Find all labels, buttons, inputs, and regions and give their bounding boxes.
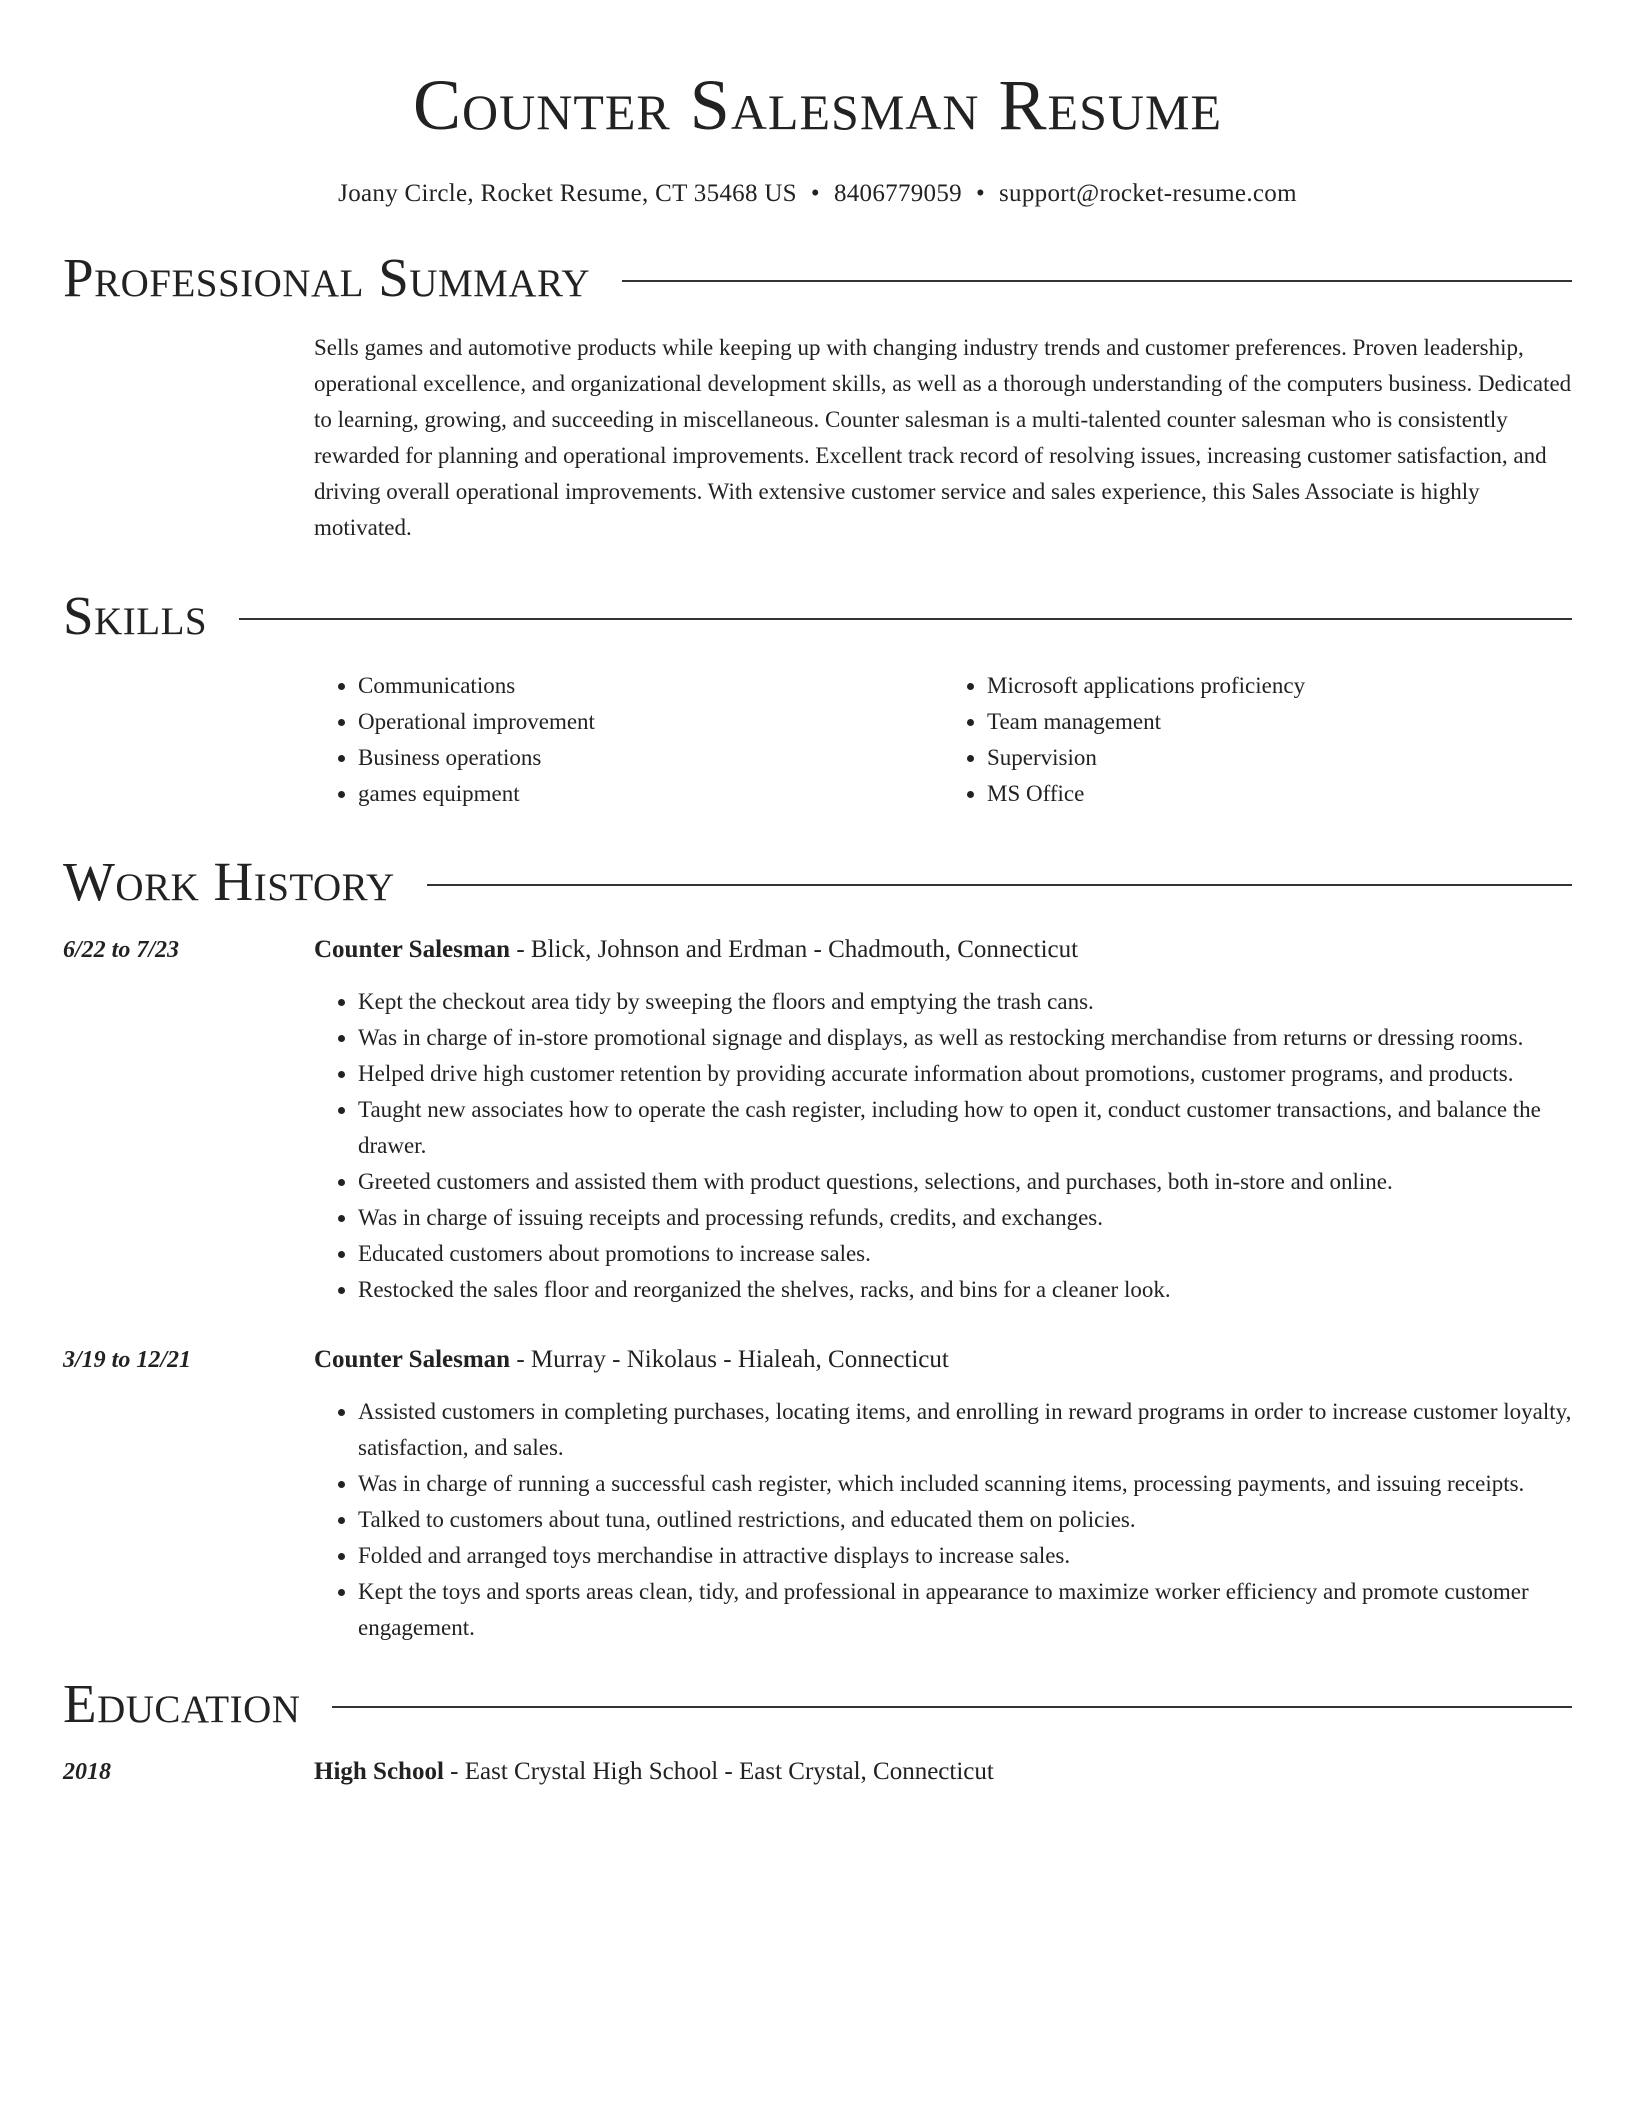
job-dates: 3/19 to 12/21	[63, 1347, 192, 1373]
skills-heading: Skills	[63, 585, 208, 646]
job-entry	[63, 932, 1572, 1308]
skill-item: • Microsoft applications proficiency	[987, 668, 1572, 704]
job-header	[314, 1342, 1572, 1378]
skills-list	[314, 668, 1572, 812]
skill-item: • Operational improvement	[358, 704, 943, 740]
job-bullet: • Kept the toys and sports areas clean, tidy, and professional in appearance to maximize worker efficiency and promote customer engagement.	[358, 1574, 1572, 1646]
skills-section-header	[63, 586, 1572, 646]
job-bullets	[314, 1394, 1572, 1646]
job-bullets	[314, 984, 1572, 1308]
skill-item: • games equipment	[358, 776, 943, 812]
education-section-header	[63, 1674, 1572, 1734]
job-bullet: • Was in charge of running a successful cash register, which included scanning items, processing payments, and issuing receipts.	[358, 1466, 1572, 1502]
job-content	[314, 932, 1572, 1308]
job-bullet: • Talked to customers about tuna, outlined restrictions, and educated them on policies.	[358, 1502, 1572, 1538]
education-details: - East Crystal High School - East Crystal, Connecticut	[443, 1758, 994, 1785]
job-title: Counter Salesman	[314, 936, 511, 963]
job-title: Counter Salesman	[314, 1346, 511, 1373]
contact-email: support@rocket-resume.com	[999, 180, 1297, 207]
job-dates: 6/22 to 7/23	[63, 937, 180, 963]
skills-column-left	[314, 668, 943, 812]
skill-item: • Team management	[987, 704, 1572, 740]
summary-heading: Professional Summary	[63, 247, 591, 308]
job-bullet: • Was in charge of issuing receipts and processing refunds, credits, and exchanges.	[358, 1200, 1572, 1236]
skill-item: • MS Office	[987, 776, 1572, 812]
summary-section-header	[63, 248, 1572, 308]
job-details: - Murray - Nikolaus - Hialeah, Connecticut	[510, 1346, 949, 1373]
skill-item: • Communications	[358, 668, 943, 704]
section-divider	[622, 280, 1572, 282]
job-content	[314, 1342, 1572, 1646]
skill-item: • Supervision	[987, 740, 1572, 776]
education-entry	[63, 1754, 1572, 1790]
section-divider	[239, 618, 1572, 620]
education-header	[314, 1754, 1572, 1790]
work-heading: Work History	[63, 851, 395, 912]
job-bullet: • Restocked the sales floor and reorganized the shelves, racks, and bins for a cleaner look.	[358, 1272, 1572, 1308]
job-bullet: • Kept the checkout area tidy by sweeping the floors and emptying the trash cans.	[358, 984, 1572, 1020]
education-content	[314, 1754, 1572, 1790]
section-divider	[427, 884, 1572, 886]
job-bullet: • Helped drive high customer retention by providing accurate information about promotions, customer programs, and products.	[358, 1056, 1572, 1092]
education-degree: High School	[314, 1758, 444, 1785]
job-header	[314, 932, 1572, 968]
job-bullet: • Taught new associates how to operate the cash register, including how to open it, conduct customer transactions, and balance the drawer.	[358, 1092, 1572, 1164]
job-entry	[63, 1342, 1572, 1646]
skill-item: • Business operations	[358, 740, 943, 776]
contact-address: Joany Circle, Rocket Resume, CT 35468 US	[338, 180, 797, 207]
contact-line	[63, 180, 1572, 208]
summary-text: Sells games and automotive products while keeping up with changing industry trends and customer preferences. Proven leadership, operational excellence, and organizational development skills, as well as a thorough understanding of the computers business. Dedicated to learning, growing, and succeeding in miscellaneous. Counter salesman is a multi-talented counter salesman who is consistently rewarded for planning and operational improvements. Excellent track record of resolving issues, increasing customer satisfaction, and driving overall operational improvements. With extensive customer service and sales experience, this Sales Associate is highly motivated.	[314, 335, 1572, 540]
job-bullet: • Educated customers about promotions to increase sales.	[358, 1236, 1572, 1272]
job-bullet: • Assisted customers in completing purchases, locating items, and enrolling in reward programs in order to increase customer loyalty, satisfaction, and sales.	[358, 1394, 1572, 1466]
job-bullet: • Was in charge of in-store promotional signage and displays, as well as restocking merchandise from returns or dressing rooms.	[358, 1020, 1572, 1056]
job-details: - Blick, Johnson and Erdman - Chadmouth, Connecticut	[510, 936, 1079, 963]
job-bullet: • Folded and arranged toys merchandise in attractive displays to increase sales.	[358, 1538, 1572, 1574]
resume-title: Counter Salesman Resume	[413, 65, 1222, 145]
work-section-header	[63, 852, 1572, 912]
education-year: 2018	[63, 1759, 111, 1785]
job-bullet: • Greeted customers and assisted them with product questions, selections, and purchases, both in-store and online.	[358, 1164, 1572, 1200]
contact-separator: •	[975, 180, 986, 207]
section-divider	[332, 1706, 1572, 1708]
contact-phone: 8406779059	[833, 180, 962, 207]
skills-column-right	[943, 668, 1572, 812]
education-heading: Education	[63, 1673, 301, 1734]
contact-separator: •	[810, 180, 820, 207]
